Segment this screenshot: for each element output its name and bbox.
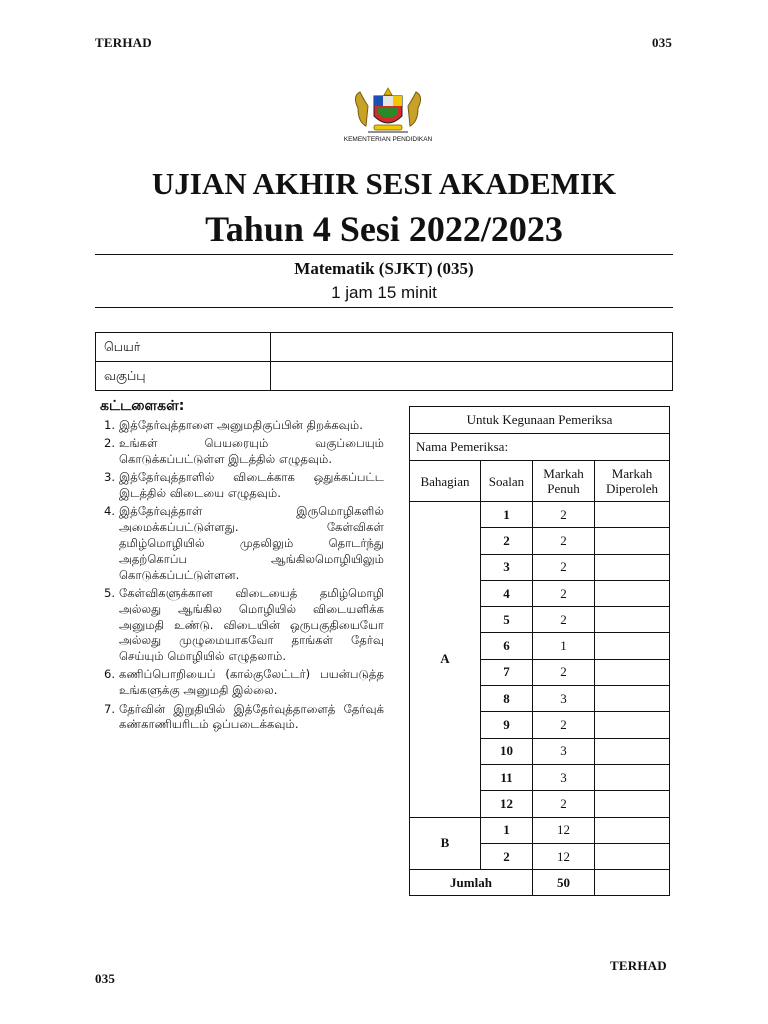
instructions-heading: கட்டளைகள்: [100,398,185,414]
col-header-section: Bahagian [410,461,481,502]
marks-obtained-cell[interactable] [595,791,670,817]
full-marks: 1 [533,633,595,659]
marks-obtained-cell[interactable] [595,764,670,790]
marks-obtained-cell[interactable] [595,580,670,606]
marks-obtained-cell[interactable] [595,554,670,580]
instructions-list [100,418,384,736]
question-number: 3 [481,554,533,580]
question-number: 8 [481,686,533,712]
full-marks: 12 [533,817,595,843]
question-number: 10 [481,738,533,764]
marks-obtained-cell[interactable] [595,502,670,528]
question-number: 1 [481,817,533,843]
name-field[interactable] [271,333,673,362]
instruction-item: 6. கணிப்பொறியைப் (கால்குலேட்டர்) பயன்படுத்த உங்களுக்கு அனுமதி இல்லை. [104,667,384,698]
question-number: 5 [481,607,533,633]
student-details-table [95,332,673,391]
full-marks: 2 [533,607,595,633]
section-label-a: A [410,502,481,818]
section-label-b: B [410,817,481,870]
class-label: வகுப்பு [96,362,271,391]
question-number: 12 [481,791,533,817]
question-number: 4 [481,580,533,606]
full-marks: 2 [533,791,595,817]
question-number: 7 [481,659,533,685]
instruction-item: 7. தேர்வின் இறுதியில் இத்தேர்வுத்தாளைத் தேர்வுக் கண்காணியரிடம் ஒப்படைக்கவும். [104,701,384,732]
col-header-question: Soalan [481,461,533,502]
instruction-item: 4. இத்தேர்வுத்தாள் இருமொழிகளில் அமைக்கப்பட்டுள்ளது. கேள்விகள் தமிழ்மொழியில் முதலிலும் தொடர்ந்து அதற்கொப்ப ஆங்கிலமொழியிலும் கொடுக்கப்பட்டுள்ளன. [104,504,384,582]
crest-caption: KEMENTERIAN PENDIDIKAN [343,136,433,143]
instruction-item: 2. உங்கள் பெயரையும் வகுப்பையும் கொடுக்கப்பட்டுள்ள இடத்தில் எழுதவும். [104,436,384,467]
full-marks: 2 [533,528,595,554]
full-marks: 2 [533,712,595,738]
question-number: 2 [481,843,533,869]
marks-obtained-cell[interactable] [595,686,670,712]
total-label: Jumlah [410,870,533,896]
full-marks: 2 [533,554,595,580]
header-classification: TERHAD [95,35,152,50]
total-marks-obtained-cell[interactable] [595,870,670,896]
question-number: 1 [481,502,533,528]
divider-bottom [95,307,673,308]
marks-obtained-cell[interactable] [595,738,670,764]
marks-obtained-cell[interactable] [595,528,670,554]
header-paper-code: 035 [652,35,673,50]
total-full-marks: 50 [533,870,595,896]
full-marks: 12 [533,843,595,869]
question-number: 2 [481,528,533,554]
exam-year-session: Tahun 4 Sesi 2022/2023 [205,209,563,249]
marks-obtained-cell[interactable] [595,712,670,738]
footer-classification: TERHAD [610,958,667,973]
examiner-marks-table [409,406,670,896]
full-marks: 2 [533,659,595,685]
instruction-item: 1. இத்தேர்வுத்தாளை அனுமதிகுப்பின் திறக்கவும். [104,418,363,432]
name-label: பெயர் [96,333,271,362]
full-marks: 3 [533,738,595,764]
full-marks: 2 [533,580,595,606]
col-header-full-marks: Markah Penuh [533,461,595,502]
class-field[interactable] [271,362,673,391]
examiner-name-label: Nama Pemeriksa: [410,434,670,461]
full-marks: 2 [533,502,595,528]
marks-obtained-cell[interactable] [595,633,670,659]
subject-title: Matematik (SJKT) (035) [294,259,474,278]
question-number: 6 [481,633,533,659]
exam-duration: 1 jam 15 minit [331,283,437,302]
instruction-item: 5. கேள்விகளுக்கான விடையைத் தமிழ்மொழி அல்லது ஆங்கில மொழியில் விடையளிக்க அனுமதி உண்டு. விடையின் ஒருபகுதியையோ அல்லது முழுமையாகவோ தாங்கள் தேர்வு செய்யும் மொழியில் எழுதலாம். [104,585,384,664]
exam-title: UJIAN AKHIR SESI AKADEMIK [151,166,617,201]
marks-obtained-cell[interactable] [595,817,670,843]
marks-obtained-cell[interactable] [595,659,670,685]
divider-top [95,254,673,255]
full-marks: 3 [533,686,595,712]
marks-obtained-cell[interactable] [595,607,670,633]
instruction-item: 3. இத்தேர்வுத்தாளில் விடைக்காக ஒதுக்கப்பட்ட இடத்தில் விடையை எழுதவும். [104,470,384,501]
footer-paper-code: 035 [95,971,116,986]
marks-obtained-cell[interactable] [595,843,670,869]
col-header-marks-obtained: Markah Diperoleh [595,461,670,502]
full-marks: 3 [533,764,595,790]
question-number: 11 [481,764,533,790]
question-number: 9 [481,712,533,738]
examiner-table-title: Untuk Kegunaan Pemeriksa [410,407,670,434]
